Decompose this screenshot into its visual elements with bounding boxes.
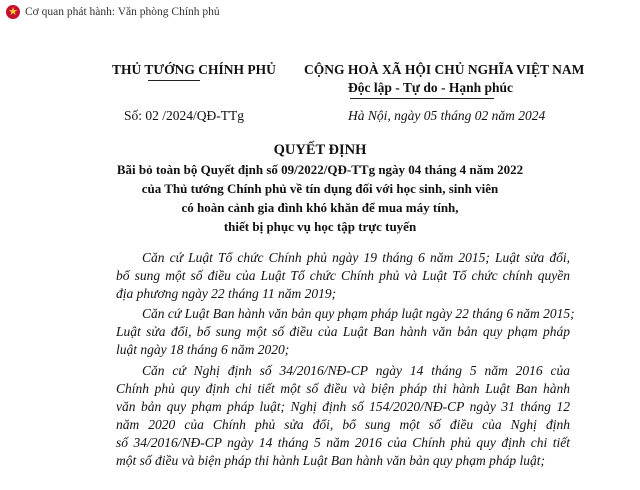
- paragraph-line: luật ngày 18 tháng 6 năm 2020;: [116, 342, 290, 357]
- organization-underline: [148, 80, 200, 81]
- subtitle-line: có hoàn cảnh gia đình khó khăn để mua máy tính,: [181, 200, 459, 215]
- subtitle-line: Bãi bỏ toàn bộ Quyết định số 09/2022/QĐ-TTg ngày 04 tháng 4 năm 2022: [116, 162, 524, 177]
- national-motto: Độc lập - Tự do - Hạnh phúc: [348, 80, 514, 95]
- paragraph-line: Căn cứ Nghị định số 34/2016/NĐ-CP ngày 14 tháng 5 năm 2016 của: [142, 363, 570, 378]
- paragraph-line: văn bản quy phạm pháp luật; Nghị định số 154/2020/NĐ-CP ngày 31 tháng 12: [116, 399, 570, 414]
- legal-basis-paragraph: [116, 362, 570, 470]
- paragraph-line: Căn cứ Luật Ban hành văn bản quy phạm pháp luật ngày 22 tháng 6 năm 2015;: [142, 306, 575, 321]
- legal-basis-paragraph: [116, 305, 575, 359]
- paragraph-line: địa phương ngày 22 tháng 11 năm 2019;: [116, 286, 337, 301]
- document-title: QUYẾT ĐỊNH: [273, 142, 367, 158]
- subtitle-line: của Thủ tướng Chính phủ về tín dụng đối với học sinh, sinh viên: [141, 181, 499, 196]
- legal-basis-paragraph: [116, 249, 570, 303]
- paragraph-line: số 34/2016/NĐ-CP ngày 14 tháng 5 năm 2016 của Chính phủ quy định chi tiết: [116, 435, 570, 450]
- motto-underline: [350, 98, 494, 99]
- paragraph-line: bổ sung một số điều của Luật Tổ chức Chính phủ và Luật Tổ chức chính quyền: [116, 268, 570, 283]
- nation-name: CỘNG HOÀ XÃ HỘI CHỦ NGHĨA VIỆT NAM: [304, 62, 585, 77]
- issuer-text: Cơ quan phát hành: Văn phòng Chính phủ: [25, 6, 220, 18]
- paragraph-line: Căn cứ Luật Tổ chức Chính phủ ngày 19 tháng 6 năm 2015; Luật sửa đổi,: [142, 250, 570, 265]
- organization-name: THỦ TƯỚNG CHÍNH PHỦ: [112, 62, 276, 77]
- subtitle-line: thiết bị phục vụ học tập trực tuyến: [223, 219, 417, 234]
- paragraph-line: năm 2020 của Chính phủ sửa đổi, bổ sung một số điều của Nghị định: [116, 417, 570, 432]
- document-number: Số: 02 /2024/QĐ-TTg: [124, 108, 244, 123]
- national-emblem-icon: ★: [6, 5, 20, 19]
- paragraph-line: Luật sửa đổi, bổ sung một số điều của Luật Ban hành văn bản quy phạm pháp: [116, 324, 570, 339]
- document-date: Hà Nội, ngày 05 tháng 02 năm 2024: [348, 108, 546, 123]
- paragraph-line: Chính phủ quy định chi tiết một số điều và biện pháp thi hành Luật Ban hành: [116, 381, 570, 396]
- paragraph-line: một số điều và biện pháp thi hành Luật Ban hành văn bản quy phạm pháp luật;: [116, 453, 545, 468]
